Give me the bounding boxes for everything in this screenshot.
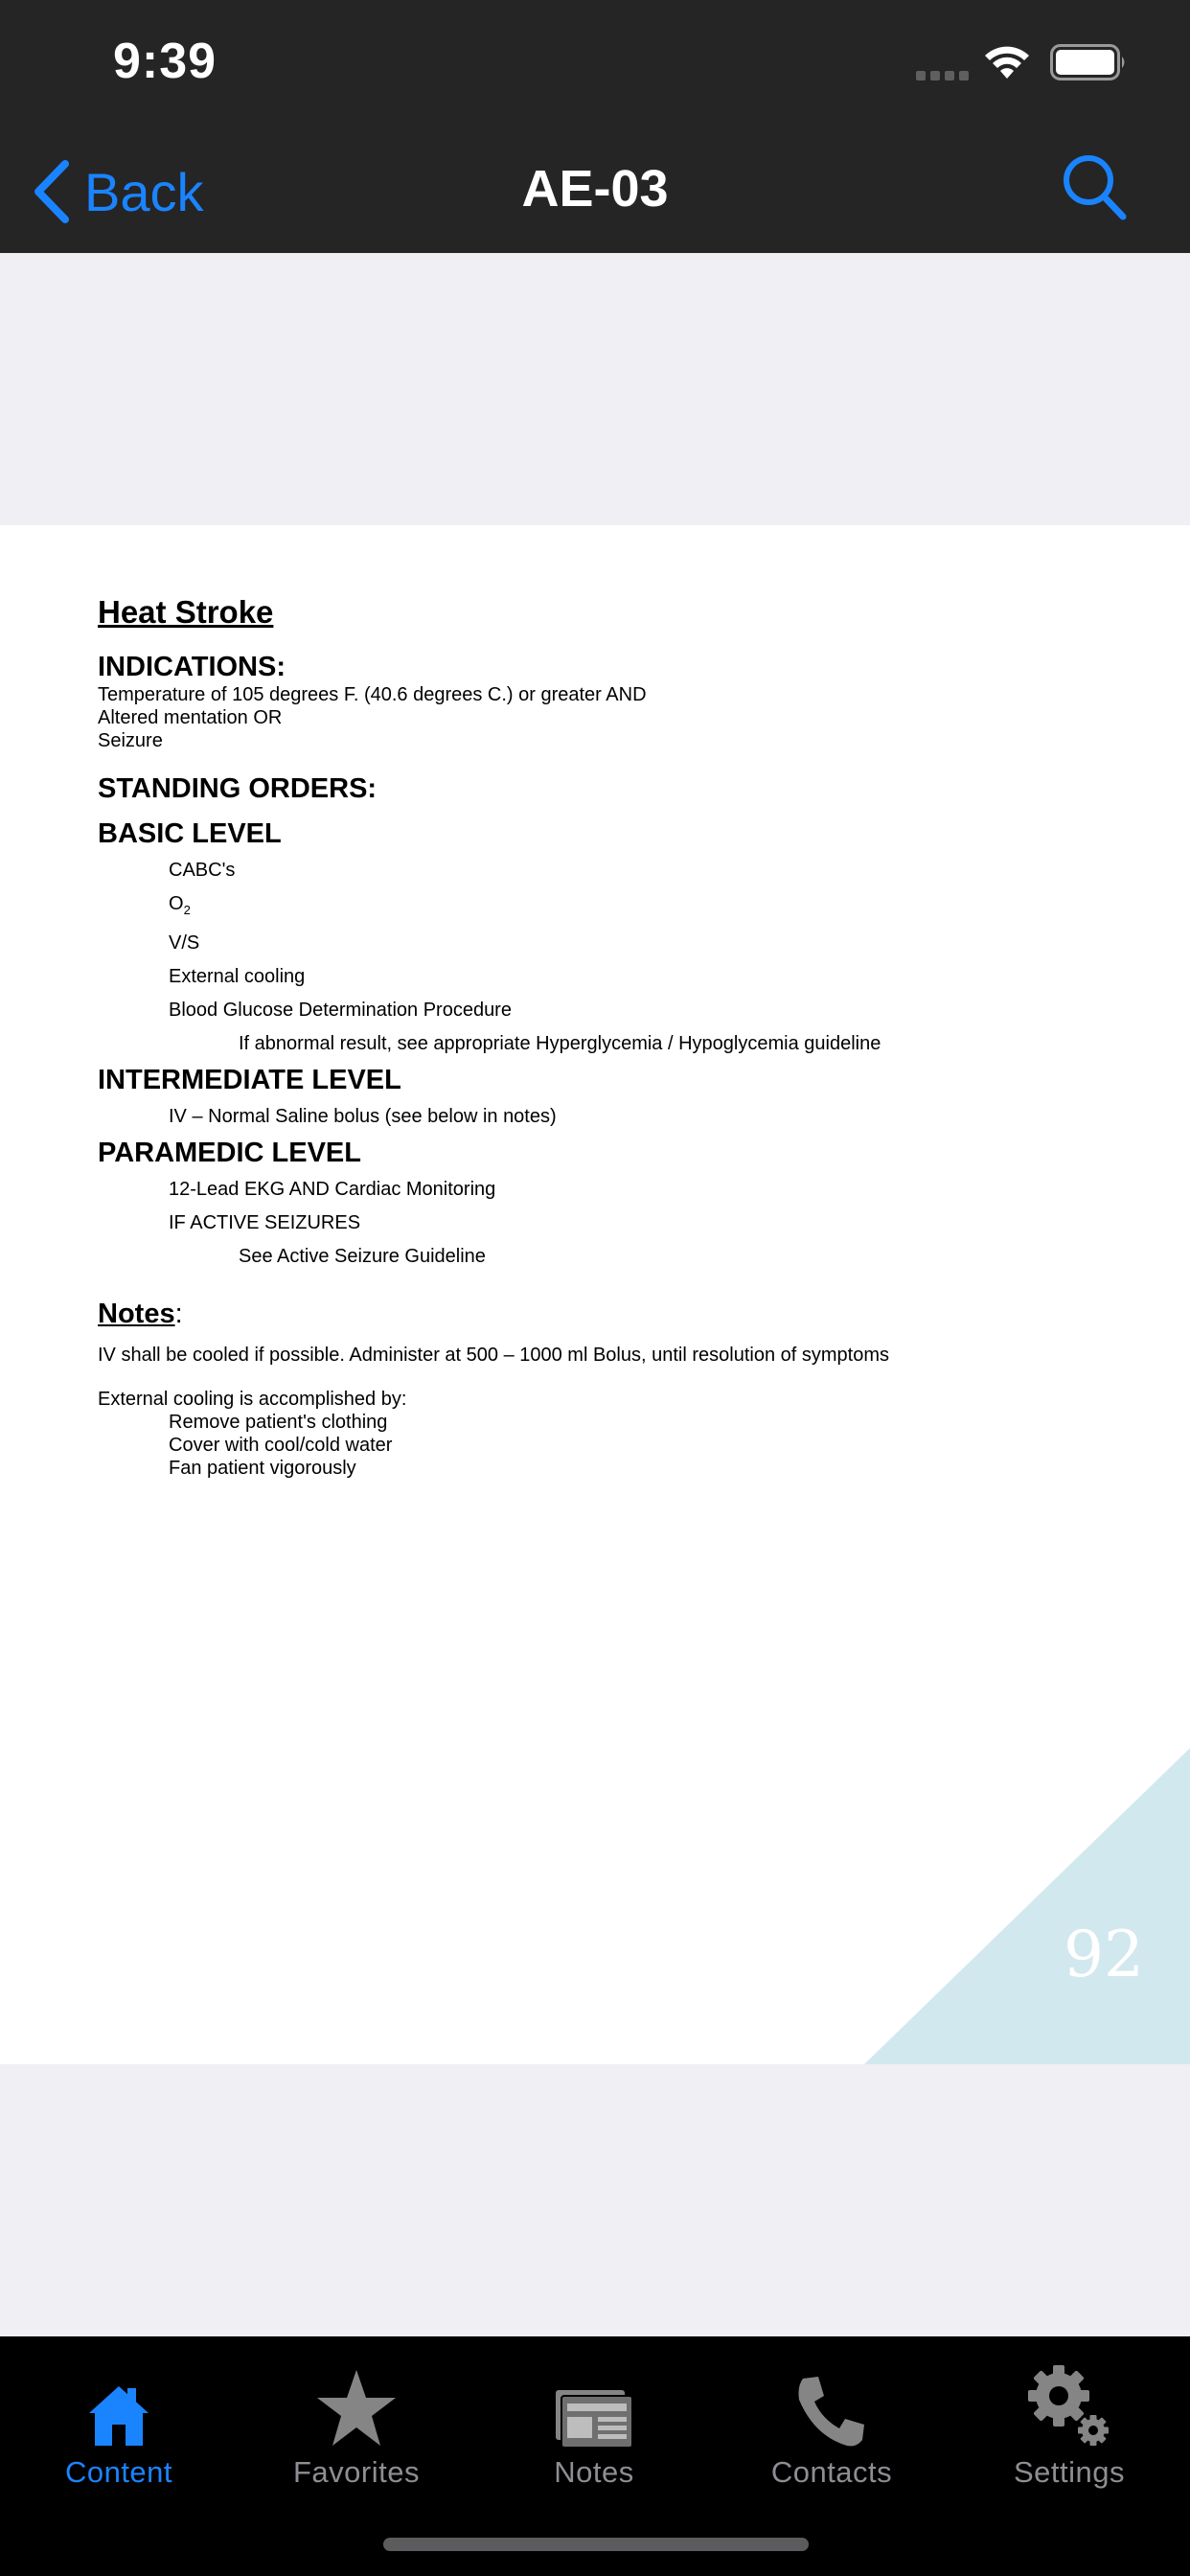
tab-settings[interactable] xyxy=(950,2358,1188,2490)
basic-item-oxygen: $O_2$ xyxy=(169,893,191,917)
document-title: Heat Stroke xyxy=(98,594,274,630)
tab-label: Contacts xyxy=(770,2455,893,2489)
basic-item: CABC's xyxy=(169,860,236,881)
document-content xyxy=(98,594,1094,1480)
tab-label: Favorites xyxy=(293,2455,420,2489)
home-indicator[interactable] xyxy=(383,2538,809,2551)
search-icon[interactable] xyxy=(1062,153,1129,222)
tab-notes[interactable] xyxy=(475,2358,713,2490)
intermediate-level-heading: INTERMEDIATE LEVEL xyxy=(98,1065,401,1095)
notes-cooling-item: Remove patient's clothing xyxy=(169,1412,388,1433)
tab-label: Settings xyxy=(1013,2455,1125,2489)
page-title: AE-03 xyxy=(521,160,669,218)
notes-cooling-item: Fan patient vigorously xyxy=(169,1458,356,1479)
gear-icon xyxy=(1026,2363,1112,2450)
paramedic-subitem: See Active Seizure Guideline xyxy=(239,1246,486,1267)
notes-iv: IV shall be cooled if possible. Administer at 500 – 1000 ml Bolus, until resolution of symptoms xyxy=(98,1345,889,1366)
tab-content[interactable] xyxy=(0,2358,238,2490)
indication-line: Altered mentation OR xyxy=(98,707,283,728)
document-page[interactable] xyxy=(0,525,1190,2064)
paramedic-item: 12-Lead EKG AND Cardiac Monitoring xyxy=(169,1179,496,1200)
paramedic-level-heading: PARAMEDIC LEVEL xyxy=(98,1138,361,1168)
indications-heading: INDICATIONS: xyxy=(98,652,286,682)
intermediate-item: IV – Normal Saline bolus (see below in notes) xyxy=(169,1106,557,1127)
back-label: Back xyxy=(84,161,204,222)
basic-item: V/S xyxy=(169,932,200,954)
cellular-signal-icon xyxy=(916,69,970,82)
status-time: 9:39 xyxy=(113,34,217,89)
notes-cooling-intro: External cooling is accomplished by: xyxy=(98,1389,407,1410)
notes-cooling-item: Cover with cool/cold water xyxy=(169,1435,393,1456)
phone-icon xyxy=(793,2373,870,2450)
star-icon xyxy=(315,2367,398,2450)
indication-line: Temperature of 105 degrees F. (40.6 degrees C.) or greater AND xyxy=(98,684,647,705)
basic-subitem: If abnormal result, see appropriate Hyperglycemia / Hypoglycemia guideline xyxy=(239,1033,881,1054)
notes-heading: Notes: xyxy=(98,1299,183,1329)
battery-icon xyxy=(1050,44,1129,82)
navigation-bar xyxy=(0,0,1190,253)
basic-item: Blood Glucose Determination Procedure xyxy=(169,1000,512,1021)
tab-label: Content xyxy=(64,2455,173,2489)
page-corner-decoration xyxy=(864,1748,1190,2064)
standing-orders-heading: STANDING ORDERS: xyxy=(98,773,378,804)
home-icon xyxy=(85,2382,152,2450)
tab-label: Notes xyxy=(554,2455,634,2489)
page-number: 92 xyxy=(1064,1918,1144,1991)
paramedic-item: IF ACTIVE SEIZURES xyxy=(169,1212,361,1233)
basic-level-heading: BASIC LEVEL xyxy=(98,818,282,849)
indication-line: Seizure xyxy=(98,730,163,751)
wifi-icon xyxy=(983,42,1031,80)
basic-item: External cooling xyxy=(169,966,306,987)
newspaper-icon xyxy=(554,2388,634,2450)
tab-favorites[interactable] xyxy=(238,2358,475,2490)
tab-contacts[interactable] xyxy=(713,2358,950,2490)
